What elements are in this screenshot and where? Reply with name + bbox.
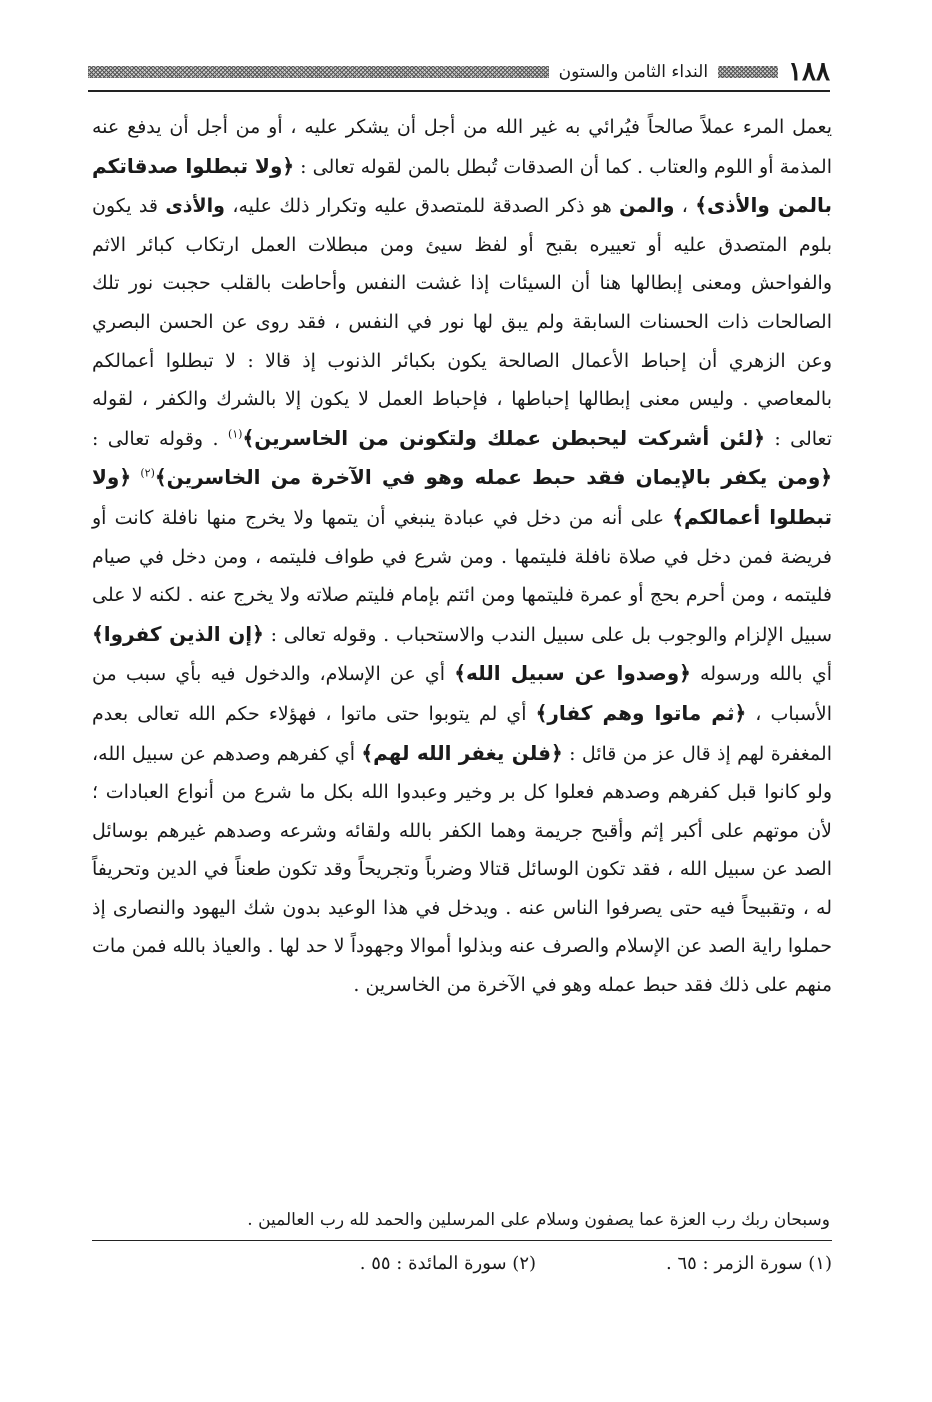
- text-run: أي لم يتوبوا حتى ماتوا ، فهؤلاء حكم الله تعالى بعدم المغفرة لهم إذ قال عز من قائل :: [92, 702, 832, 765]
- text-run: على أنه من دخل في عبادة ينبغي أن يتمها ولا يخرج منها نافلة كانت أو فريضة فمن دخل في صلاة نافلة فليتمها . ومن شرع في طواف فليتمه ، ومن دخل في صيام فليتمه ، ومن أحرم بحج أو عمرة فليتمها ومن ائتم بإمام فليتم صلاته ولا يخرج عنه . لكنه لا على سبيل الإلزام والوجوب بل على سبيل الندب والاستحباب . وقوله تعالى :: [92, 506, 833, 646]
- running-title: النداء الثامن والستون: [558, 62, 709, 82]
- quran-verse: ﴿ثم ماتوا وهم كفار﴾: [535, 700, 747, 725]
- quran-verse: ﴿ومن يكفر بالإيمان فقد حبط عمله وهو في الآخرة من الخاسرين﴾: [154, 465, 833, 490]
- footnotes: [92, 1250, 832, 1278]
- footnote-marker: (١): [227, 427, 243, 441]
- text-run: أي كفرهم وصدهم عن سبيل الله، ولو كانوا قبل كفرهم وصدهم فعلوا كل بر وخير وعبدوا الله بكل ما شرع من أنواع العبادات ؛ لأن موتهم على أكبر إثم وأقبح جريمة وهما الكفر بالله ولقائه وشرعه وصدهم غيرهم بوسائل الصد عن سبيل الله ، فقد تكون الوسائل قتالا وضرباً وتجريحاً وقد تكون طعناً في الدين وتحريفاً له ، وتقبيحاً فيه حتى يصرفوا الناس عنه . ويدخل في هذا الوعيد بدون شك اليهود والنصارى إذ حملوا راية الصد عن الإسلام والصرف عنه وبذلوا أموالا وجهوداً لا حد لها . والعياذ بالله فمن مات منهم على ذلك فقد حبط عمله وهو في الآخرة من الخاسرين .: [92, 742, 832, 997]
- main-paragraph: [92, 108, 832, 1005]
- quran-verse: ﴿فلن يغفر الله لهم﴾: [361, 740, 563, 765]
- quran-verse: ﴿ولا تبطلوا صدقاتكم بالمن والأذى﴾: [92, 153, 833, 218]
- closing-line: وسبحان ربك رب العزة عما يصفون وسلام على المرسلين والحمد لله رب العالمين .: [247, 1210, 830, 1230]
- quran-verse: ﴿وصدوا عن سبيل الله﴾: [454, 661, 691, 686]
- quran-verse: ﴿لئن أشركت ليحبطن عملك ولتكونن من الخاسرين﴾: [242, 425, 765, 450]
- text-run: أي عن الإسلام، والدخول فيه بأي سبب من الأسباب ،: [92, 663, 832, 725]
- text-run: هو ذكر الصدقة للمتصدق عليه وتكرار ذلك عليه،: [224, 195, 620, 218]
- page-number: ١٨٨: [788, 57, 830, 87]
- bold-term: والأذى: [165, 195, 225, 218]
- bold-term: والمن: [619, 195, 675, 218]
- footnote-1: (١) سورة الزمر : ٦٥ .: [666, 1253, 832, 1274]
- quran-verse: ﴿إن الذين كفروا﴾: [92, 621, 264, 646]
- footnote-marker: (٢): [140, 467, 155, 481]
- footnote-rule: [92, 1240, 832, 1241]
- quran-verse: ﴿ولا تبطلوا أعمالكم﴾: [92, 465, 833, 529]
- header-ornament-left: [88, 66, 549, 78]
- text-run: ،: [674, 195, 696, 218]
- text-run: . وقوله تعالى :: [92, 427, 228, 450]
- text-run: [131, 467, 140, 489]
- running-header: [88, 52, 830, 92]
- text-run: أي بالله ورسوله: [690, 663, 832, 686]
- text-run: قد يكون بلوم المتصدق عليه أو تعييره بقبح أو لفظ سيئ ومن مبطلات العمل ارتكاب كبائر الاثم والفواحش ومعنى إبطالها هنا أن السيئات إذا غشت النفس وأحاطت بالقلب حجبت نور تلك الصالحات ذات الحسنات السابقة ولم يبق لها نور في النفس ، فقد روى عن الحسن البصري وعن الزهري أن إحباط الأعمال الصالحة يكون بكبائر الذنوب إذ قالا : لا تبطلوا أعمالكم بالمعاصي . وليس معنى إبطالها إحباطها ، فإحباط العمل لا يكون إلا بالشرك والكفر ، لقوله تعالى :: [92, 195, 832, 450]
- header-ornament-right: [718, 66, 778, 78]
- text-run: يعمل المرء عملاً صالحاً فيُرائي به غير الله من أجل أن يشكر عليه ، أو من أجل أن يدفع عنه المذمة أو اللوم والعتاب . كما أن الصدقات تُبطل بالمن لقوله تعالى :: [92, 116, 832, 178]
- main-text: [92, 108, 832, 1005]
- header-rule: [88, 90, 830, 92]
- footnote-2: (٢) سورة المائدة : ٥٥ .: [359, 1253, 537, 1274]
